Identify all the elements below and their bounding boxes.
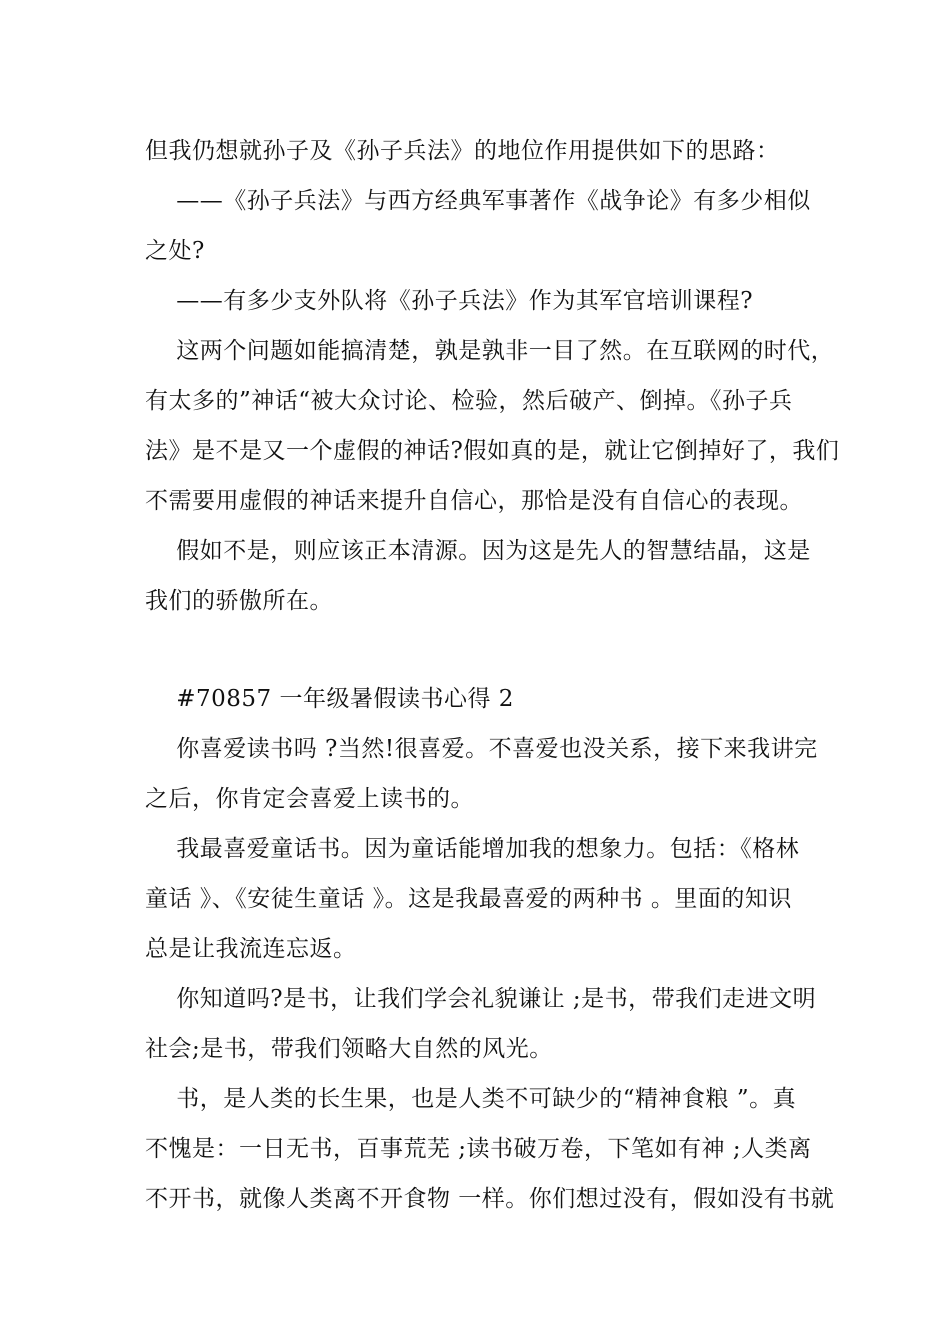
text-line: 假如不是，则应该正本清源。因为这是先人的智慧结晶，这是 bbox=[145, 538, 811, 564]
section-heading: #70857 一年级暑假读书心得 2 bbox=[145, 686, 514, 712]
text-line: 你知道吗?是书，让我们学会礼貌谦让 ;是书，带我们走进文明 bbox=[145, 986, 817, 1012]
text-line: 这两个问题如能搞清楚，孰是孰非一目了然。在互联网的时代， bbox=[145, 338, 835, 364]
text-line: ——《孙子兵法》与西方经典军事著作《战争论》有多少相似 bbox=[145, 188, 811, 214]
text-line: 你喜爱读书吗 ?当然!很喜爱。不喜爱也没关系，接下来我讲完 bbox=[145, 736, 818, 762]
text-line: 书，是人类的长生果，也是人类不可缺少的“精神食粮 ”。真 bbox=[145, 1086, 797, 1112]
text-line: 我们的骄傲所在。 bbox=[145, 588, 333, 614]
text-line: 之后，你肯定会喜爱上读书的。 bbox=[145, 786, 474, 812]
text-line: 总是让我流连忘返。 bbox=[145, 936, 357, 962]
text-line: 有太多的”神话“被大众讨论、检验，然后破产、倒掉。《孙子兵 bbox=[145, 388, 793, 414]
text-line: 不愧是：一日无书，百事荒芜 ;读书破万卷，下笔如有神 ;人类离 bbox=[145, 1136, 812, 1162]
text-line: 法》是不是又一个虚假的神话?假如真的是，就让它倒掉好了，我们 bbox=[145, 438, 840, 464]
text-line: 我最喜爱童话书。因为童话能增加我的想象力。包括：《格林 bbox=[145, 836, 800, 862]
text-line: 之处? bbox=[145, 238, 205, 264]
text-line: ——有多少支外队将《孙子兵法》作为其军官培训课程? bbox=[145, 288, 754, 314]
text-line: 童话 》、《安徒生童话 》。这是我最喜爱的两种书 。里面的知识 bbox=[145, 886, 792, 912]
text-line: 不开书，就像人类离不开食物 一样。你们想过没有，假如没有书就 bbox=[145, 1186, 835, 1212]
text-line: 但我仍想就孙子及《孙子兵法》的地位作用提供如下的思路： bbox=[145, 138, 780, 164]
text-line: 社会;是书，带我们领略大自然的风光。 bbox=[145, 1036, 553, 1062]
text-line: 不需要用虚假的神话来提升自信心，那恰是没有自信心的表现。 bbox=[145, 488, 803, 514]
